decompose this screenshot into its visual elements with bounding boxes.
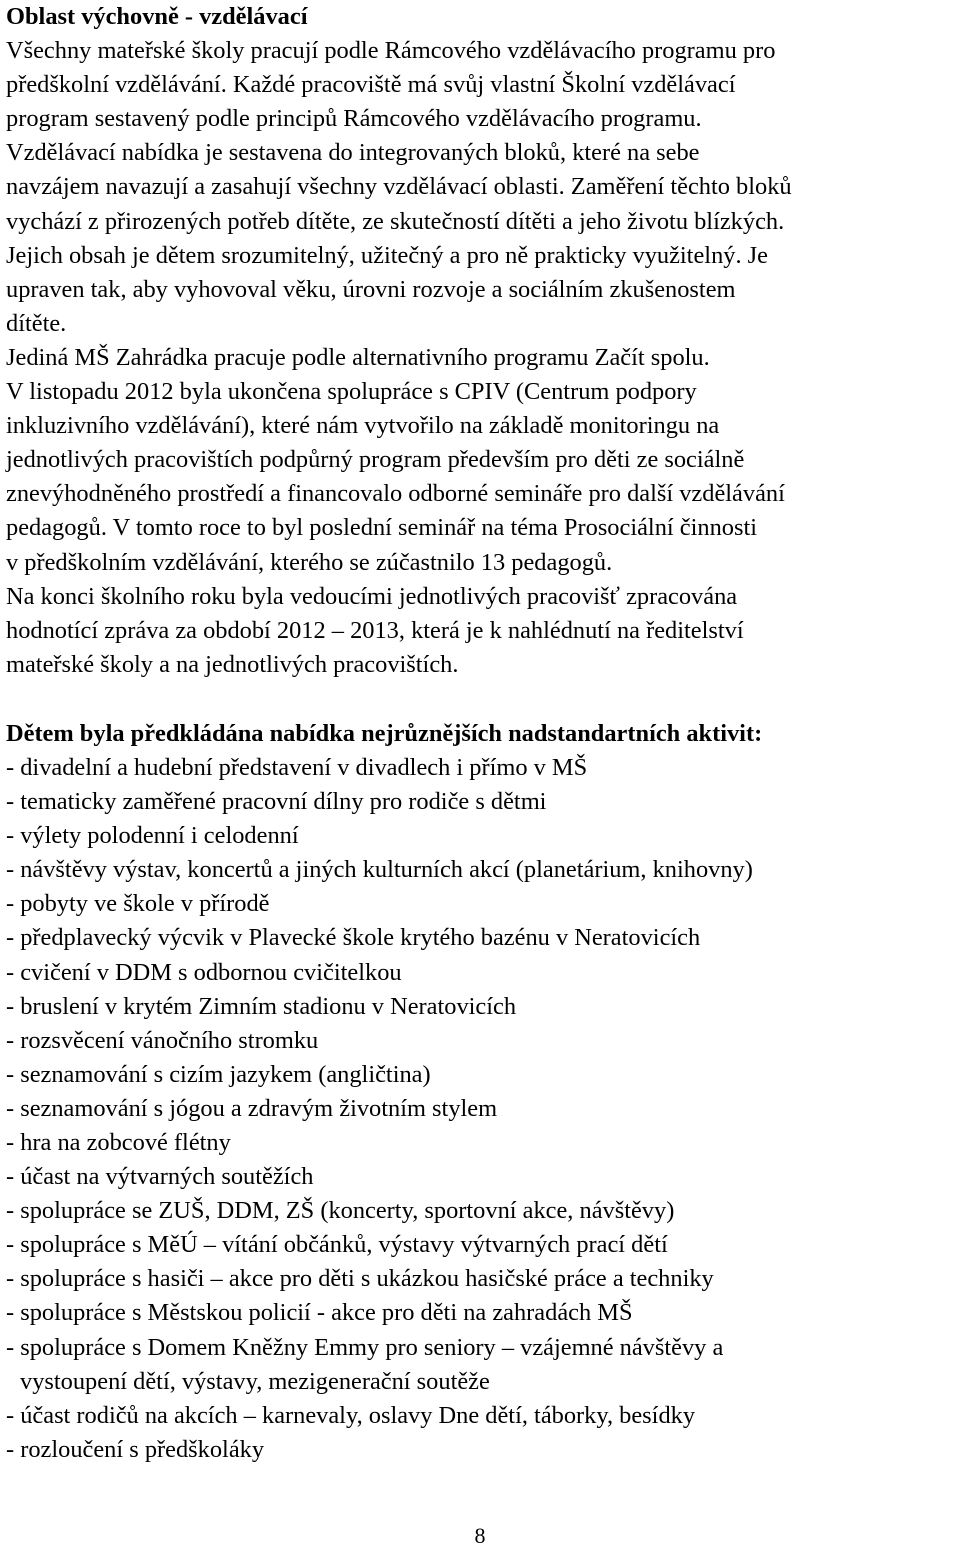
paragraph-line: inkluzivního vzdělávání), které nám vytvořilo na základě monitoringu na xyxy=(6,412,720,440)
paragraph-line: znevýhodněného prostředí a financovalo odborné semináře pro další vzdělávání xyxy=(6,480,785,508)
list-item: - pobyty ve škole v přírodě xyxy=(6,890,270,918)
paragraph-line: Všechny mateřské školy pracují podle Rámcového vzdělávacího programu pro xyxy=(6,37,776,65)
list-item: - tematicky zaměřené pracovní dílny pro rodiče s dětmi xyxy=(6,788,547,816)
paragraph-line: mateřské školy a na jednotlivých pracovištích. xyxy=(6,650,459,678)
list-item: - rozsvěcení vánočního stromku xyxy=(6,1026,319,1054)
paragraph-line: dítěte. xyxy=(6,309,67,337)
list-item: - spolupráce s Městskou policií - akce pro děti na zahradách MŠ xyxy=(6,1299,633,1327)
list-item: - návštěvy výstav, koncertů a jiných kulturních akcí (planetárium, knihovny) xyxy=(6,856,753,884)
list-item: - cvičení v DDM s odbornou cvičitelkou xyxy=(6,958,402,986)
list-item: - divadelní a hudební představení v divadlech i přímo v MŠ xyxy=(6,753,588,781)
section-heading: Oblast výchovně - vzdělávací xyxy=(6,3,308,30)
list-item: - předplavecký výcvik v Plavecké škole krytého bazénu v Neratovicích xyxy=(6,924,701,952)
paragraph-line: pedagogů. V tomto roce to byl poslední seminář na téma Prosociální činnosti xyxy=(6,514,758,542)
list-item: - spolupráce s hasiči – akce pro děti s ukázkou hasičské práce a techniky xyxy=(6,1265,714,1293)
paragraph-line: jednotlivých pracovištích podpůrný program především pro děti ze sociálně xyxy=(6,446,745,474)
paragraph-line: vychází z přirozených potřeb dítěte, ze skutečností dítěti a jeho životu blízkých. xyxy=(6,207,785,235)
list-item: - rozloučení s předškoláky xyxy=(6,1435,265,1463)
paragraph-line: v předškolním vzdělávání, kterého se zúčastnilo 13 pedagogů. xyxy=(6,548,613,576)
paragraph-line: program sestavený podle principů Rámcového vzdělávacího programu. xyxy=(6,105,702,133)
paragraph-line: Jejich obsah je dětem srozumitelný, užitečný a pro ně prakticky využitelný. Je xyxy=(6,241,768,269)
paragraph-line: V listopadu 2012 byla ukončena spolupráce s CPIV (Centrum podpory xyxy=(6,378,697,406)
paragraph-line: upraven tak, aby vyhovoval věku, úrovni rozvoje a sociálním zkušenostem xyxy=(6,275,736,303)
paragraph-line: Na konci školního roku byla vedoucími jednotlivých pracovišť zpracována xyxy=(6,582,738,610)
list-item: - účast rodičů na akcích – karnevaly, oslavy Dne dětí, táborky, besídky xyxy=(6,1401,696,1429)
list-item: - hra na zobcové flétny xyxy=(6,1129,231,1156)
section-heading: Dětem byla předkládána nabídka nejrůznějších nadstandartních aktivit: xyxy=(6,719,763,747)
list-item: - seznamování s cizím jazykem (angličtina) xyxy=(6,1060,431,1088)
list-item: - účast na výtvarných soutěžích xyxy=(6,1163,314,1191)
list-item: - spolupráce s Domem Kněžny Emmy pro seniory – vzájemné návštěvy a xyxy=(6,1333,724,1361)
list-item: - výlety polodenní i celodenní xyxy=(6,822,299,850)
paragraph-line: Jediná MŠ Zahrádka pracuje podle alternativního programu Začít spolu. xyxy=(6,343,710,371)
section-educational-area xyxy=(6,0,954,682)
list-item: - seznamování s jógou a zdravým životním stylem xyxy=(6,1094,498,1122)
paragraph-line: hodnotící zpráva za období 2012 – 2013, která je k nahlédnutí na ředitelství xyxy=(6,616,744,644)
paragraph-line: Vzdělávací nabídka je sestavena do integrovaných bloků, které na sebe xyxy=(6,139,700,167)
paragraph-line: navzájem navazují a zasahují všechny vzdělávací oblasti. Zaměření těchto bloků xyxy=(6,173,792,201)
list-item: - spolupráce se ZUŠ, DDM, ZŠ (koncerty, sportovní akce, návštěvy) xyxy=(6,1197,675,1225)
list-item: - spolupráce s MěÚ – vítání občánků, výstavy výtvarných prací dětí xyxy=(6,1231,668,1259)
list-item: - bruslení v krytém Zimním stadionu v Neratovicích xyxy=(6,992,517,1020)
page-number: 8 xyxy=(474,1523,486,1548)
section-activities xyxy=(6,717,954,1467)
document-page xyxy=(6,0,954,1467)
paragraph-line: předškolní vzdělávání. Každé pracoviště má svůj vlastní Školní vzdělávací xyxy=(6,71,736,99)
list-item-continuation: vystoupení dětí, výstavy, mezigenerační soutěže xyxy=(20,1367,490,1395)
section-spacer xyxy=(6,682,954,717)
